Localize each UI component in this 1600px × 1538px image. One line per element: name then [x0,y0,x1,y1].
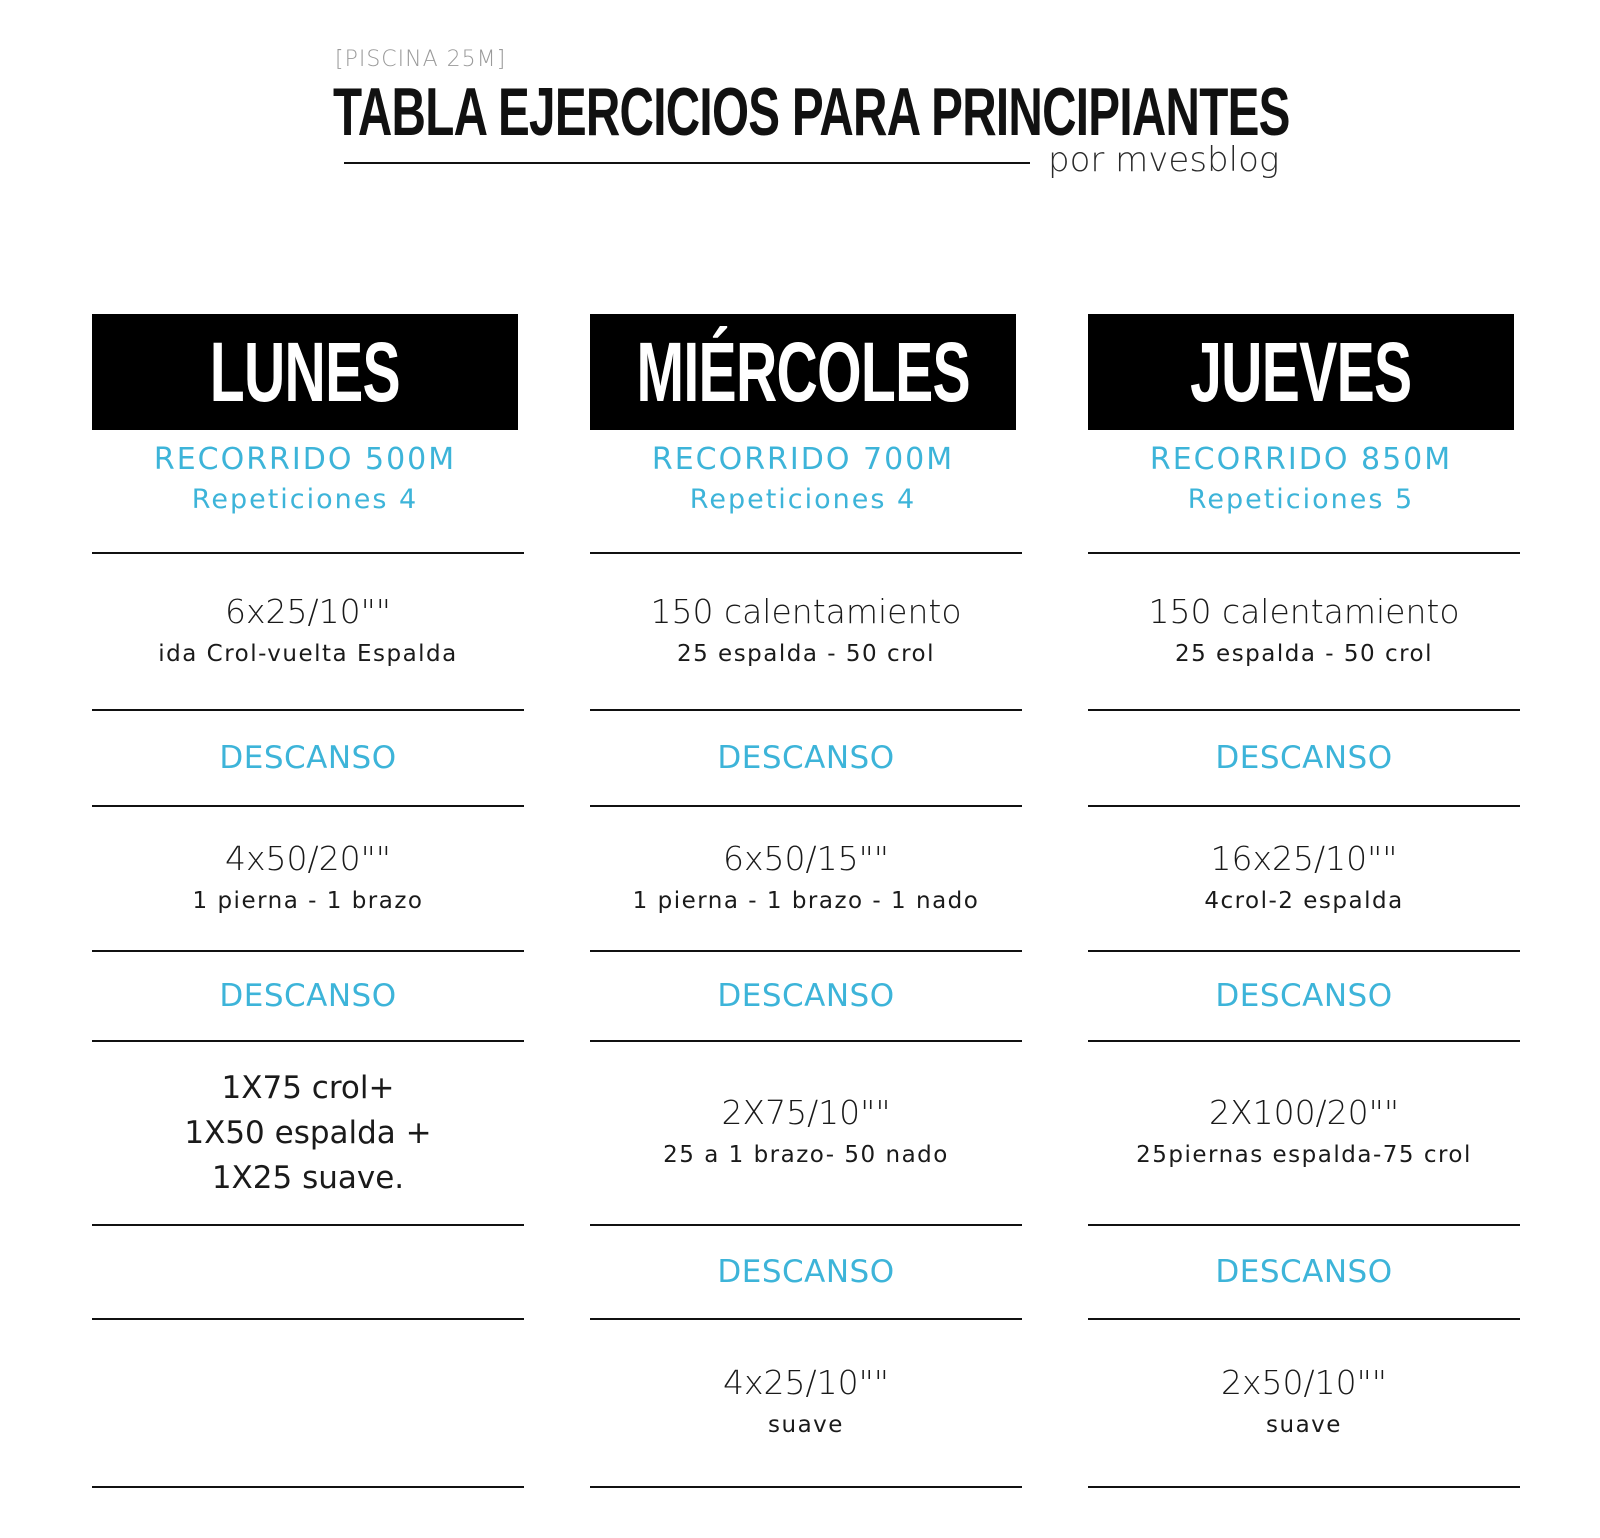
distance-label: RECORRIDO 500M [153,442,457,477]
rest-row [590,1224,1022,1318]
rest-label: DESCANSO [219,978,397,1014]
exercise-row-empty [92,1318,524,1488]
day-column-jueves [1088,314,1520,1488]
distance-label: RECORRIDO 850M [1149,442,1453,477]
exercise-row [1088,1040,1520,1224]
title-underline [344,162,1030,164]
exercise-main: 4x25/10"" [723,1363,889,1402]
exercise-main: 6x25/10"" [225,591,391,631]
day-stats [92,440,518,552]
day-column-miercoles [590,314,1022,1488]
exercise-line: 1X25 suave. [211,1159,405,1196]
exercise-main: 150 calentamiento [650,591,962,631]
exercise-main: 2X75/10"" [721,1093,891,1132]
exercise-row [1088,552,1520,709]
exercise-main: 2X100/20"" [1208,1093,1400,1132]
repetitions-label: Repeticiones 4 [689,484,917,515]
rest-row-empty [92,1224,524,1318]
exercise-main: 2x50/10"" [1221,1363,1387,1402]
exercise-row [92,552,524,709]
rest-label: DESCANSO [1215,1254,1393,1290]
exercise-detail: 1 pierna - 1 brazo [192,887,424,914]
page-title: TABLA EJERCICIOS PARA PRINCIPIANTES [333,74,1290,150]
exercise-detail: 1 pierna - 1 brazo - 1 nado [632,887,980,914]
exercise-row [590,552,1022,709]
repetitions-label: Repeticiones 4 [191,484,419,515]
rest-row [92,709,524,805]
exercise-detail: ida Crol-vuelta Espalda [158,640,458,667]
rest-label: DESCANSO [219,740,397,776]
rest-row [1088,950,1520,1040]
exercise-detail: 4crol-2 espalda [1204,887,1404,914]
rest-row [590,709,1022,805]
day-name: LUNES [209,324,401,419]
day-banner [590,314,1016,430]
exercise-main: 16x25/10"" [1210,838,1398,878]
exercise-row [92,805,524,950]
rest-row [590,950,1022,1040]
rest-label: DESCANSO [717,1254,895,1290]
rest-label: DESCANSO [1215,740,1393,776]
exercise-main: 150 calentamiento [1148,591,1460,631]
exercise-main: 6x50/15"" [723,838,889,878]
pool-length-subtitle: [PISCINA 25M] [335,47,507,72]
day-stats [1088,440,1514,552]
day-name: MIÉRCOLES [636,324,970,419]
exercise-row [1088,805,1520,950]
day-column-lunes [92,314,524,1488]
rest-row [1088,1224,1520,1318]
exercise-row [92,1040,524,1224]
day-banner [92,314,518,430]
exercise-row [590,1318,1022,1488]
exercise-detail: suave [1266,1412,1342,1438]
exercise-detail: 25piernas espalda-75 crol [1136,1142,1472,1168]
rest-row [92,950,524,1040]
exercise-row [590,1040,1022,1224]
exercise-row [1088,1318,1520,1488]
day-stats [590,440,1016,552]
exercise-line: 1X50 espalda + [184,1114,432,1151]
exercise-line: 1X75 crol+ [221,1069,395,1106]
rest-label: DESCANSO [717,978,895,1014]
rest-row [1088,709,1520,805]
author-byline: por mvesblog [1048,140,1280,180]
exercise-detail: 25 espalda - 50 crol [1174,640,1434,667]
day-name: JUEVES [1190,324,1412,419]
rest-label: DESCANSO [717,740,895,776]
distance-label: RECORRIDO 700M [651,442,955,477]
repetitions-label: Repeticiones 5 [1187,484,1415,515]
exercise-detail: suave [768,1412,844,1438]
exercise-detail: 25 espalda - 50 crol [676,640,936,667]
exercise-row [590,805,1022,950]
exercise-detail: 25 a 1 brazo- 50 nado [663,1142,949,1168]
page-header [0,0,1600,200]
day-banner [1088,314,1514,430]
rest-label: DESCANSO [1215,978,1393,1014]
exercise-main: 4x50/20"" [225,838,391,878]
